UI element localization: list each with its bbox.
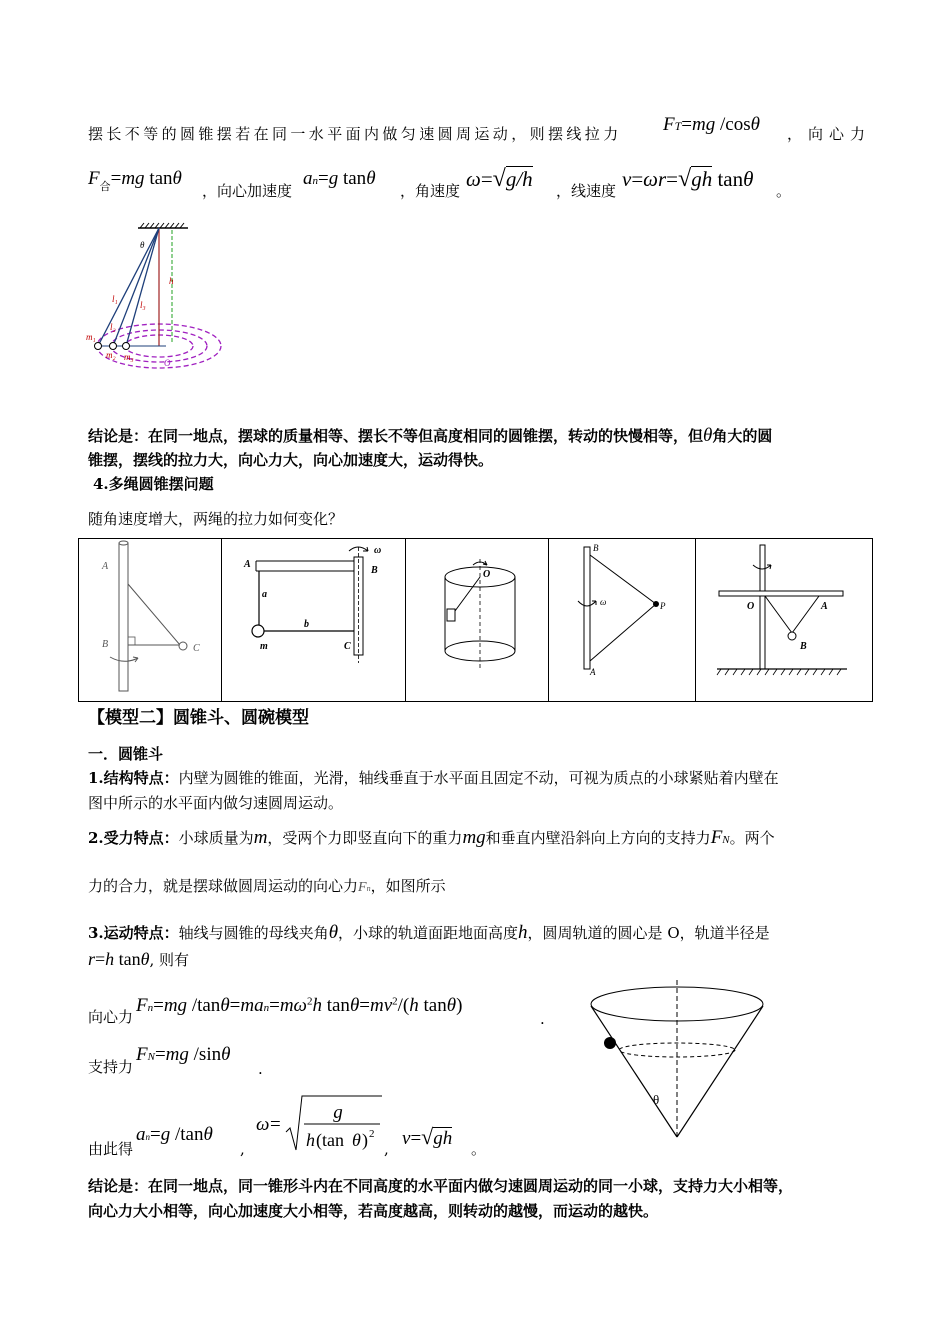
cell4-omega-label: ω <box>600 597 607 607</box>
para1-v-label: ，线速度 <box>556 182 617 200</box>
fig-cylinder-rope <box>407 539 547 697</box>
cone-funnel-figure <box>585 980 770 1142</box>
cell2-rope-b-label: b <box>303 619 309 630</box>
formula-normal-force: FN=mg /sinθ <box>136 1044 231 1065</box>
cell2-rope-a-label: a <box>261 589 267 600</box>
model2-p2-line1: 2.受力特点：小球质量为m，受两个力即竖直向下的重力mg和垂直内壁沿斜向上方向的支持力FN。两个 <box>88 827 775 848</box>
model2-p3-line2: r=h tanθ, 则有 <box>88 949 190 969</box>
fig1-m1-label: m₁ <box>86 332 96 342</box>
cell1-a-label: A <box>102 561 109 572</box>
model2-fc-end: . <box>540 1010 545 1028</box>
svg-text:g: g <box>333 1102 343 1123</box>
formula-derived-an: an=g /tanθ <box>136 1124 213 1145</box>
model2-p1-line2: 图中所示的水平面内做匀速圆周运动。 <box>88 794 344 812</box>
fig1-l3-label: l₃ <box>140 300 146 310</box>
conical-pendulum-figure <box>84 222 229 374</box>
model2-derive-comma2: , <box>384 1140 389 1158</box>
svg-text:ω: ω <box>256 1114 270 1135</box>
model2-fn-label: 支持力 <box>88 1058 134 1076</box>
fig-frame-two-ropes <box>224 539 404 697</box>
model2-title: 【模型二】圆锥斗、圆碗模型 <box>88 708 309 728</box>
cell2-a-label: A <box>243 559 251 570</box>
cell2-m-label: m <box>259 641 268 652</box>
cell4-b-label: B <box>593 543 599 553</box>
model2-derive-end: 。 <box>471 1140 487 1158</box>
cell2-b-label: B <box>370 565 378 576</box>
para1-lead: 摆长不等的圆锥摆若在同一水平面内做匀速圆周运动，则摆线拉力 <box>88 125 622 143</box>
cell3-o-label: O <box>483 569 491 580</box>
cell1-b-label: B <box>102 639 109 650</box>
fig1-l1-label: l₁ <box>112 294 118 304</box>
fig1-h-label: h <box>169 276 174 286</box>
fig1-m2-label: m₂ <box>106 350 116 360</box>
cone-theta-label: θ <box>653 1092 660 1107</box>
fig1-o-label: O <box>164 358 171 368</box>
cell4-a-label: A <box>590 667 596 677</box>
model2-p1-line1: 1.结构特点：内壁为圆锥的锥面，光滑，轴线垂直于水平面且固定不动，可视为质点的小球紧贴着内壁在 <box>88 769 779 787</box>
conclusion1-line2: 锥摆，摆线的拉力大，向心力大，向心加速度大，运动得快。 <box>88 451 494 469</box>
conclusion1-line1: 结论是：在同一地点，摆球的质量相等、摆长不等但高度相同的圆锥摆，转动的快慢相等，但θ角大的圆 <box>88 425 773 446</box>
cell2-c-label: C <box>343 641 351 652</box>
cell5-b-label: B <box>799 641 807 652</box>
figure-cell-2 <box>222 539 406 702</box>
para1-an-label: ，向心加速度 <box>202 182 293 200</box>
fig-cross-frame <box>697 539 871 697</box>
svg-text:h: h <box>306 1130 315 1150</box>
svg-text:θ: θ <box>352 1130 361 1150</box>
model2-sub1: 一．圆锥斗 <box>88 745 164 763</box>
svg-text:2: 2 <box>369 1128 375 1140</box>
figure-cell-5 <box>695 539 872 702</box>
cell5-o-label: O <box>746 601 755 612</box>
formula-omega: ω=√g/h <box>466 166 533 192</box>
formula-centripetal: Fn=mg $/\tan\theta=man=m\omega^2h$ $\tan\theta=mv^2/(h$ tanθ) <box>136 995 463 1016</box>
model2-derive-label: 由此得 <box>88 1140 134 1158</box>
fig-pole-two-ropes <box>80 539 220 697</box>
model2-p2-line2: 力的合力，就是摆球做圆周运动的向心力Fn，如图所示 <box>88 877 446 895</box>
model2-derive-comma: , <box>240 1140 245 1158</box>
figure-cell-3 <box>406 539 549 702</box>
para1-end: 。 <box>776 182 792 200</box>
multi-rope-figure-table <box>78 538 873 702</box>
model2-fn-end: . <box>258 1060 263 1078</box>
model2-conclusion-line2: 向心力大小相等，向心加速度大小相等，若高度越高，则转动的越慢，而运动的越快。 <box>88 1202 659 1220</box>
model2-p3-line1: 3.运动特点：轴线与圆锥的母线夹角θ，小球的轨道面距地面高度h，圆周轨道的圆心是 O，轨道半径是 <box>88 922 770 943</box>
model2-conclusion-line1: 结论是：在同一地点，同一锥形斗内在不同高度的水平面内做匀速圆周运动的同一小球，支持力大小相等， <box>88 1177 794 1195</box>
fig1-theta-label: θ <box>140 240 145 250</box>
para1-after-ft: ，向心力 <box>787 125 872 143</box>
figure-cell-1 <box>79 539 222 702</box>
cell4-p-label: P <box>660 601 666 611</box>
formula-derived-omega <box>254 1092 394 1152</box>
formula-v: v=ωr=√gh tanθ <box>622 166 754 192</box>
model2-fc-label: 向心力 <box>88 1008 134 1026</box>
fig1-m3-label: m₃ <box>124 352 134 362</box>
figure-cell-4 <box>549 539 695 702</box>
section4-heading: 4.多绳圆锥摆问题 <box>93 475 214 493</box>
formula-tension: FT=mg /cosθ <box>663 114 760 135</box>
svg-text:(tan: (tan <box>316 1130 344 1150</box>
formula-net-force: $F_合=mg$ tanθ <box>88 168 182 193</box>
svg-text:=: = <box>270 1114 281 1135</box>
fig1-l2-label: l₂ <box>110 322 116 332</box>
fig-pole-triangle <box>550 539 694 697</box>
section4-question: 随角速度增大，两绳的拉力如何变化？ <box>88 510 344 528</box>
cell1-c-label: C <box>193 643 200 654</box>
svg-text:): ) <box>362 1130 368 1150</box>
para1-omega-label: ，角速度 <box>400 182 461 200</box>
cell5-a-label: A <box>820 601 828 612</box>
cell2-omega-label: ω <box>373 545 381 556</box>
formula-an: an=g tanθ <box>303 168 376 189</box>
formula-derived-v: v=√gh <box>402 1124 453 1149</box>
